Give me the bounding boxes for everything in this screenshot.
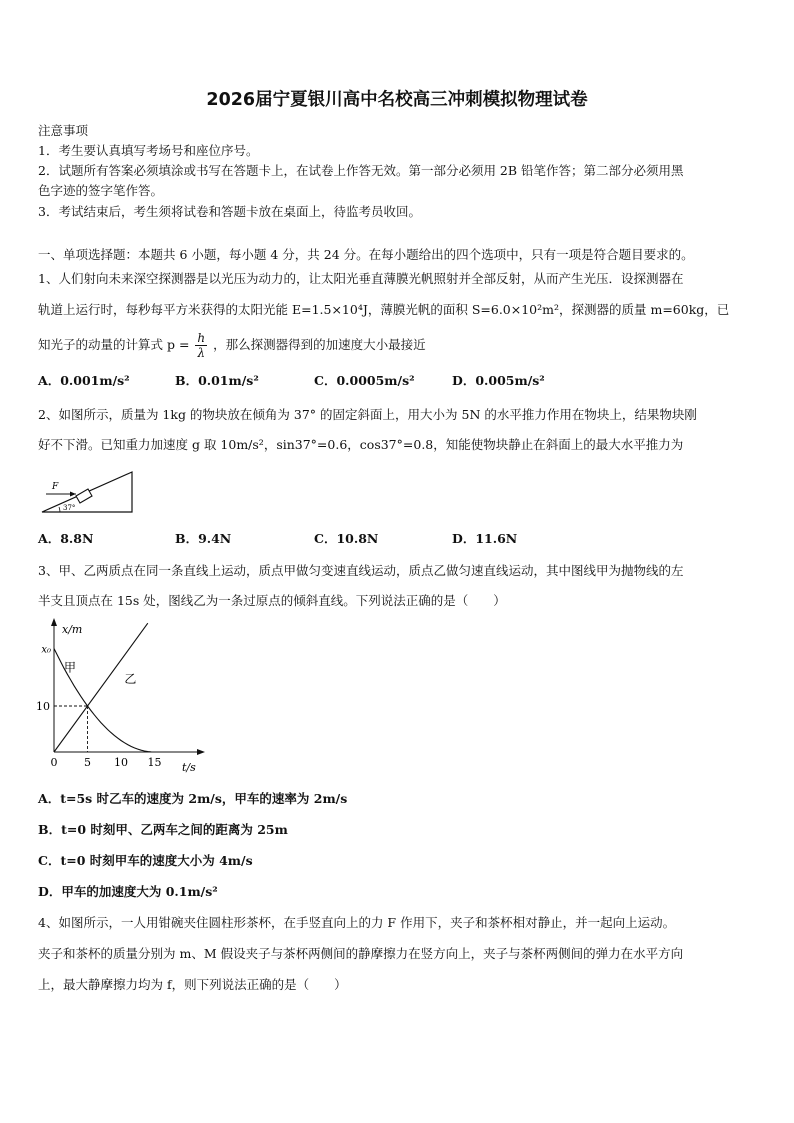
q3-option-b: B．t=0 时刻甲、乙两车之间的距离为 25m: [38, 822, 288, 837]
q2-option-d: D．11.6N: [452, 531, 518, 546]
q2-option-a: A．8.8N: [38, 531, 94, 546]
q4-line-1: 4、如图所示，一人用钳碗夹住圆柱形茶杯，在手竖直向上的力 F 作用下，夹子和茶杯相对静止，并一起向上运动。: [38, 915, 676, 930]
incline-figure: [38, 468, 138, 516]
y-axis: [51, 618, 57, 752]
x-tick-label: 0: [50, 756, 58, 769]
series-yi-line: [54, 623, 148, 752]
notice-item-3: 3．考试结束后，考生须将试卷和答题卡放在桌面上，待监考员收回。: [38, 204, 421, 219]
q2-line-2: 好不下滑。已知重力加速度 g 取 10m/s²，sin37°=0.6，cos37°=0.8，知能使物块静止在斜面上的最大水平推力为: [38, 437, 684, 452]
formula-denominator: λ: [197, 346, 206, 360]
x-axis: [54, 749, 205, 755]
q1-line-2: 轨道上运行时，每秒每平方米获得的太阳光能 E=1.5×10⁴J，薄膜光帆的面积 S=6.0×10²m²，探测器的质量 m=60kg，已: [38, 302, 730, 317]
q1-line-3-pre: 知光子的动量的计算式 p =: [38, 337, 190, 352]
y-tick-label: x₀: [41, 644, 51, 656]
q2-option-c: C．10.8N: [314, 531, 379, 546]
series-jia-label: 甲: [64, 660, 77, 675]
q3-line-2: 半支且顶点在 15s 处，图线乙为一条过原点的倾斜直线。下列说法正确的是（ ）: [38, 593, 506, 608]
x-tick-label: 5: [84, 756, 91, 769]
q3-option-c: C．t=0 时刻甲车的速度大小为 4m/s: [38, 853, 253, 868]
notice-heading: 注意事项: [38, 123, 89, 138]
q3-option-d: D．甲车的加速度大为 0.1m/s²: [38, 884, 218, 899]
notice-item-1: 1．考生要认真填写考场号和座位序号。: [38, 143, 259, 158]
q2-option-b: B．9.4N: [175, 531, 232, 546]
y-tick-label: 10: [36, 700, 50, 713]
q1-line-3: [38, 330, 426, 360]
y-axis-label: x/m: [62, 623, 83, 636]
q1-option-a: A．0.001m/s²: [38, 373, 130, 388]
force-label: F: [52, 482, 59, 492]
q1-option-c: C．0.0005m/s²: [314, 373, 415, 388]
series-yi-label: 乙: [124, 672, 137, 686]
q3-line-1: 3、甲、乙两质点在同一条直线上运动，质点甲做匀变速直线运动，质点乙做匀速直线运动，其中图线甲为抛物线的左: [38, 563, 684, 578]
section-heading: 一、单项选择题：本题共 6 小题，每小题 4 分，共 24 分。在每小题给出的四个选项中，只有一项是符合题目要求的。: [38, 247, 694, 262]
x-tick-label: 15: [147, 756, 162, 769]
momentum-formula: [195, 331, 207, 360]
x-tick-label: 10: [114, 756, 128, 769]
q4-line-2: 夹子和茶杯的质量分别为 m、M 假设夹子与茶杯两侧间的静摩擦力在竖方向上，夹子与茶杯两侧间的弹力在水平方向: [38, 946, 684, 961]
block: [76, 489, 92, 503]
angle-label: 37°: [63, 504, 76, 512]
q1-option-b: B．0.01m/s²: [175, 373, 259, 388]
notice-item-2-cont: 色字迹的签字笔作答。: [38, 183, 164, 198]
xt-graph: [30, 615, 210, 777]
q1-line-3-post: ，那么探测器得到的加速度大小最接近: [213, 337, 426, 352]
notice-item-2: 2．试题所有答案必须填涂或书写在答题卡上，在试卷上作答无效。第一部分必须用 2B 铅笔作答；第二部分必须用黑: [38, 163, 684, 178]
page-title: 2026届宁夏银川高中名校高三冲刺模拟物理试卷: [206, 90, 588, 110]
q2-line-1: 2、如图所示，质量为 1kg 的物块放在倾角为 37° 的固定斜面上，用大小为 5N 的水平推力作用在物块上，结果物块刚: [38, 407, 697, 422]
q1-line-1: 1、人们射向未来深空探测器是以光压为动力的，让太阳光垂直薄膜光帆照射并全部反射，从而产生光压．设探测器在: [38, 271, 684, 286]
q3-option-a: A．t=5s 时乙车的速度为 2m/s，甲车的速率为 2m/s: [38, 791, 348, 806]
q1-option-d: D．0.005m/s²: [452, 373, 545, 388]
x-axis-label: t/s: [182, 761, 196, 774]
formula-numerator: h: [197, 331, 206, 345]
q4-line-3: 上，最大静摩擦力均为 f，则下列说法正确的是（ ）: [38, 977, 347, 992]
